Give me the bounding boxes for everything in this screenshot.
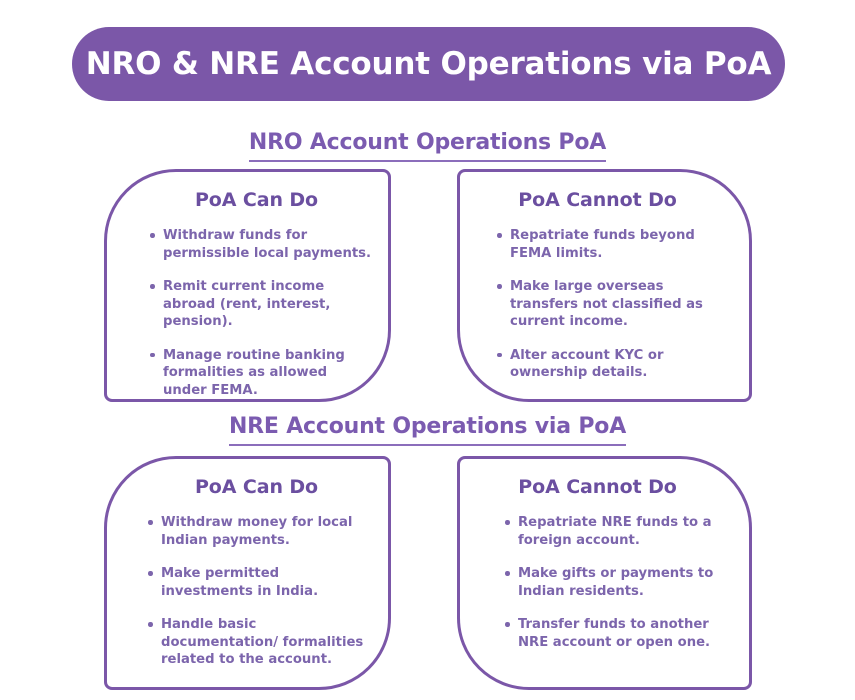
- page-title-banner: [72, 27, 785, 101]
- card-title: PoA Cannot Do: [518, 189, 677, 211]
- card-title: PoA Can Do: [194, 476, 319, 498]
- list-item: Repatriate funds beyond FEMA limits.: [496, 227, 721, 262]
- card-title: PoA Cannot Do: [518, 476, 677, 498]
- page-title: NRO & NRE Account Operations via PoA: [85, 46, 772, 82]
- card-title: PoA Can Do: [194, 189, 319, 211]
- section-heading-nro: [0, 130, 855, 162]
- list-item: Remit current income abroad (rent, interest, pension).: [149, 278, 374, 331]
- list-item: Make permitted investments in India.: [147, 565, 372, 600]
- section-heading-nre-label: NRE Account Operations via PoA: [229, 414, 626, 446]
- bullet-list: [147, 514, 372, 669]
- bullet-list: [496, 227, 721, 382]
- list-item: Alter account KYC or ownership details.: [496, 347, 721, 382]
- bullet-list: [504, 514, 721, 651]
- list-item: Make gifts or payments to Indian residents.: [504, 565, 721, 600]
- card-nre-poa-cannot-do: [457, 456, 752, 690]
- list-item: Withdraw money for local Indian payments.: [147, 514, 372, 549]
- list-item: Handle basic documentation/ formalities related to the account.: [147, 616, 372, 669]
- bullet-list: [149, 227, 374, 399]
- section-heading-nro-label: NRO Account Operations PoA: [249, 130, 606, 162]
- list-item: Make large overseas transfers not classified as current income.: [496, 278, 721, 331]
- list-item: Repatriate NRE funds to a foreign account.: [504, 514, 721, 549]
- card-body: [147, 514, 372, 669]
- card-nre-poa-can-do: [104, 456, 391, 690]
- list-item: Manage routine banking formalities as allowed under FEMA.: [149, 347, 374, 400]
- card-body: [504, 514, 721, 651]
- card-body: [496, 227, 721, 382]
- card-body: [149, 227, 374, 399]
- card-nro-poa-cannot-do: [457, 169, 752, 402]
- list-item: Withdraw funds for permissible local payments.: [149, 227, 374, 262]
- card-nro-poa-can-do: [104, 169, 391, 402]
- section-heading-nre: [0, 414, 855, 446]
- list-item: Transfer funds to another NRE account or open one.: [504, 616, 721, 651]
